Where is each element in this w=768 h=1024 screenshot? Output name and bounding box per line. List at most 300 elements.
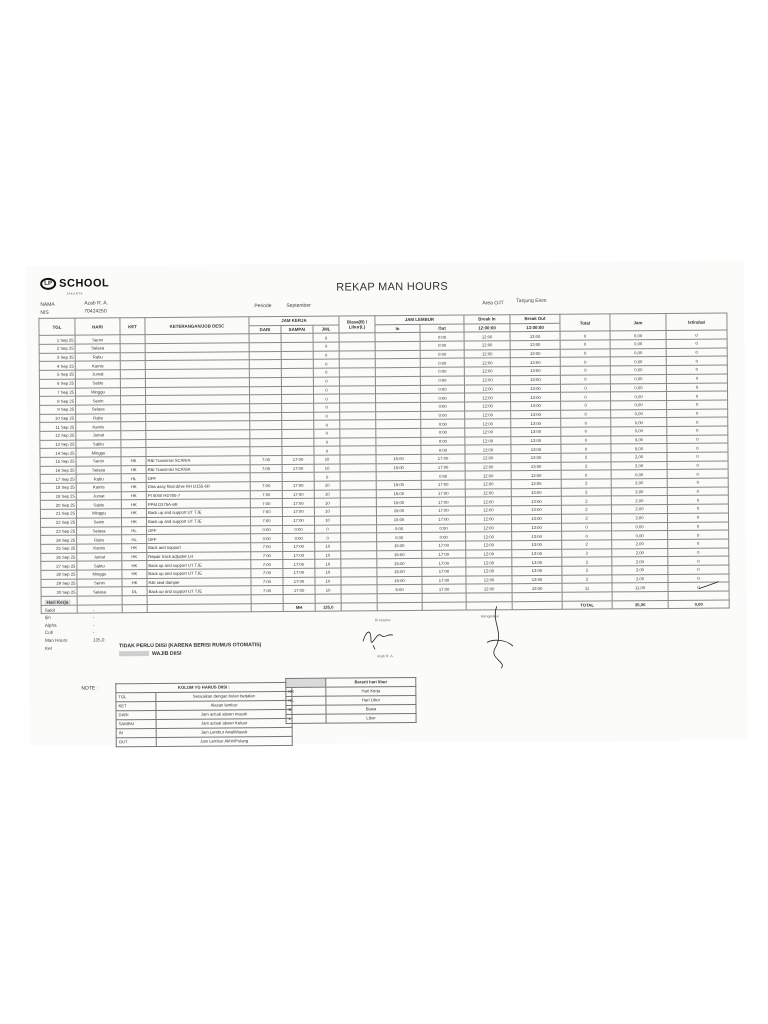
cell-bl [340, 516, 376, 525]
jam-total: 35,00 [612, 600, 668, 609]
cell-jam: 0,00 [611, 435, 667, 444]
cell-tgl: 29 Sep 25 [41, 579, 77, 588]
th-istirahat: Istirahat [666, 313, 727, 331]
cell-jml: 0 [314, 438, 340, 447]
cell-ist: 0 [667, 391, 728, 400]
cell-bin: 12:00 [465, 515, 511, 524]
cell-in: 15:00 [376, 463, 421, 472]
cell-in [376, 446, 421, 455]
status-row [286, 713, 416, 723]
cell-bout: 13:00 [512, 540, 562, 549]
cell-dari: 7:00 [250, 490, 282, 499]
cell-desc: PI 5000 HD785-7 [146, 490, 250, 500]
cell-bout: 13:00 [511, 419, 561, 428]
cell-dari [249, 360, 281, 369]
cell-bl [340, 481, 376, 490]
cell-in [376, 420, 421, 429]
cell-hari: Jumat [77, 552, 122, 561]
summary-label: Cuti [44, 630, 54, 636]
cell-out: 17:00 [422, 576, 466, 585]
scanned-sheet [26, 260, 748, 746]
cell-total: 2 [561, 453, 611, 462]
cell-out: 17:00 [422, 567, 466, 576]
cell-hari: Kamis [77, 544, 122, 553]
cell-ist: 0 [668, 574, 729, 583]
legend-row [116, 736, 292, 746]
cell-bout: 13:00 [512, 575, 562, 584]
cell-jam: 0,00 [612, 522, 668, 531]
cell-bl [341, 524, 377, 533]
cell-out: 0:00 [420, 350, 464, 359]
cell-sampai: 0:00 [283, 525, 315, 534]
cell-tgl: 3 Sep 25 [39, 353, 75, 362]
cell-hari: Jumat [75, 370, 120, 379]
cell-ket [120, 361, 145, 370]
cell-hari: Jumat [76, 431, 121, 440]
cell-bin: 12:00 [464, 376, 510, 385]
cell-hari: Kamis [76, 483, 121, 492]
cell-tgl: 5 Sep 25 [39, 370, 75, 379]
cell-total: 2 [561, 479, 611, 488]
cell-hari: Jumat [76, 492, 121, 501]
cell-dari [249, 369, 281, 378]
cell-tgl: 27 Sep 25 [41, 561, 77, 570]
cell-tgl: 15 Sep 25 [40, 457, 76, 466]
cell-hari: Senin [75, 335, 120, 344]
cell-jml: 10 [315, 577, 341, 586]
status-legend-table [285, 677, 416, 724]
cell-tgl: 9 Sep 25 [40, 405, 76, 414]
cell-bin: 12:00 [465, 471, 511, 480]
cell-dari [249, 377, 281, 386]
cell-ket [121, 396, 146, 405]
cell-sampai: 17:00 [283, 586, 315, 595]
cell-total: 0 [561, 436, 611, 445]
cell-bout: 13:00 [510, 332, 560, 341]
cell-desc: Back and support [147, 543, 251, 553]
cell-tgl: 24 Sep 25 [41, 535, 77, 544]
cell-ist: 0 [666, 374, 727, 383]
cell-bl [340, 472, 376, 481]
cell-tgl: 26 Sep 25 [41, 553, 77, 562]
cell-jml: 10 [315, 568, 341, 577]
cell-in [376, 411, 421, 420]
cell-jml: 10 [314, 490, 340, 499]
cell-jam: 0,00 [611, 470, 667, 479]
cell-jml: 10 [314, 481, 340, 490]
cell-bout: 13:00 [511, 445, 561, 454]
cell-total: 0 [560, 349, 610, 358]
cell-out: 0:00 [420, 385, 464, 394]
cell-in: 15:00 [377, 567, 422, 576]
cell-jml: 10 [314, 455, 340, 464]
cell-jml: 0 [313, 368, 339, 377]
cell-tgl: 7 Sep 25 [39, 388, 75, 397]
cell-bout: 13:00 [510, 349, 560, 358]
cell-out: 17:00 [421, 480, 465, 489]
cell-bout: 13:00 [512, 566, 562, 575]
cell-hari: Senin [76, 457, 121, 466]
cell-ket [121, 422, 146, 431]
cell-dari [250, 429, 282, 438]
cell-jam: 2,00 [612, 539, 668, 548]
legend-key: SAMPAI [116, 719, 156, 728]
cell-jml: 0 [314, 412, 340, 421]
status-value: Libur [326, 713, 416, 723]
cell-sampai [282, 403, 314, 412]
cell-total: 11 [562, 583, 612, 592]
cell-bl [341, 533, 377, 542]
cell-in [376, 437, 421, 446]
cell-dari: 0:00 [251, 525, 283, 534]
cell-ket: HK [122, 578, 147, 587]
nama-label: NAMA [40, 301, 55, 308]
cell-bl [340, 498, 376, 507]
total-label: TOTAL [562, 601, 612, 610]
cell-out: 17:00 [421, 454, 465, 463]
cell-ket [120, 335, 145, 344]
cell-bin: 12:00 [464, 341, 510, 350]
legend-key: IN [116, 728, 156, 737]
cell-dari: 7:00 [250, 516, 282, 525]
cell-hari: Selasa [77, 587, 122, 596]
th-ket: KET [120, 318, 145, 336]
cell-sampai [281, 351, 313, 360]
cell-jml: 0 [315, 533, 341, 542]
cell-hari: Minggu [75, 387, 120, 396]
cell-bin: 12:00 [464, 384, 510, 393]
cell-sampai: 17:00 [282, 481, 314, 490]
cell-total: 2 [562, 540, 612, 549]
cell-jam: 0,00 [611, 392, 667, 401]
cell-in [375, 333, 420, 342]
cell-total: 0 [560, 375, 610, 384]
cell-jam: 0,00 [611, 418, 667, 427]
cell-bin: 12:00 [465, 462, 511, 471]
cell-out: 0:00 [421, 411, 465, 420]
cell-desc: OFF [147, 534, 251, 544]
cell-ist: 0 [667, 495, 728, 504]
cell-sampai: 17:00 [282, 499, 314, 508]
cell-total: 2 [561, 488, 611, 497]
cell-bout: 13:00 [510, 366, 560, 375]
cell-jam: 2,00 [611, 479, 667, 488]
legend-value: Alasan lembur [156, 700, 292, 710]
cell-out: 17:00 [421, 506, 465, 515]
cell-hari: Minggu [77, 570, 122, 579]
cell-bl [339, 377, 375, 386]
cell-bl [341, 568, 377, 577]
cell-total: 0 [560, 357, 610, 366]
cell-sampai: 17:00 [282, 507, 314, 516]
cell-ket [120, 378, 145, 387]
th-hari: HARI [75, 318, 120, 336]
summary-value: - [92, 614, 95, 620]
cell-hari: Minggu [76, 509, 121, 518]
cell-in [376, 428, 421, 437]
cell-out: 0:00 [422, 532, 466, 541]
summary-value: - [92, 607, 95, 613]
nama-value: Azab R. A. [84, 300, 108, 307]
cell-out: 0:00 [421, 393, 465, 402]
cell-ket: HL [122, 526, 147, 535]
cell-bl [340, 463, 376, 472]
cell-bin: 12:00 [466, 541, 512, 550]
cell-bl [341, 576, 377, 585]
cell-dari [249, 351, 281, 360]
cell-hari: Senin [77, 578, 122, 587]
th-in: In [375, 324, 420, 333]
cell-desc: Diss assy final drive RH D155-6R [146, 482, 250, 492]
cell-bin: 12:00 [466, 584, 512, 593]
cell-dari [249, 343, 281, 352]
th-jam: Jam [610, 313, 666, 331]
logo-subtext: JAKARTA [66, 291, 83, 296]
nis-value: 70424250 [84, 308, 107, 315]
cell-in: 15:00 [376, 489, 421, 498]
cell-sampai: 17:00 [283, 568, 315, 577]
cell-tgl: 13 Sep 25 [40, 440, 76, 449]
cell-jml: 10 [314, 507, 340, 516]
cell-bin: 12:00 [465, 410, 511, 419]
cell-out: 0:00 [421, 445, 465, 454]
cell-hari: Sabtu [77, 561, 122, 570]
summary-value: - [92, 622, 95, 628]
cell-bout: 13:00 [511, 479, 561, 488]
cell-tgl: 18 Sep 25 [40, 483, 76, 492]
cell-dari: 7:00 [251, 586, 283, 595]
summary-value: 135,0 [92, 637, 105, 643]
cell-jml: 0 [313, 333, 339, 342]
cell-bl [340, 490, 376, 499]
cell-sampai: 0:00 [283, 533, 315, 542]
cell-bin: 12:00 [465, 402, 511, 411]
cell-desc: Back up and support UT TJE [147, 586, 251, 596]
cell-tgl: 4 Sep 25 [39, 362, 75, 371]
logo-mark-icon: LP [40, 278, 56, 290]
istirahat-total: 0,00 [668, 600, 729, 609]
cell-bout: 13:00 [512, 558, 562, 567]
logo-text: SCHOOL [59, 277, 110, 290]
cell-total: 0 [561, 427, 611, 436]
cell-total: 2 [561, 505, 611, 514]
cell-out: 0:00 [421, 428, 465, 437]
cell-bl [341, 585, 377, 594]
cell-out: 17:00 [422, 541, 466, 550]
mh-value: 135,0 [315, 603, 341, 612]
cell-sampai: 17:00 [283, 559, 315, 568]
th-out: Out [420, 324, 464, 333]
cell-ist: 0 [668, 582, 729, 591]
signature-right-icon [477, 602, 522, 672]
cell-ist: 0 [667, 417, 728, 426]
cell-in: 15:00 [377, 550, 422, 559]
cell-jam: 2,00 [611, 505, 667, 514]
th-biasa-libur: Biasa(B) / Libur(L) [339, 316, 375, 334]
cell-bl [339, 385, 375, 394]
cell-bin: 12:00 [465, 428, 511, 437]
legend-value: Sesuaikan dengan bulan berjalan [156, 691, 292, 701]
cell-dari: 7:00 [251, 577, 283, 586]
cell-bout: 13:00 [511, 392, 561, 401]
cell-sampai [281, 360, 313, 369]
cell-dari [250, 473, 282, 482]
cell-in: 15:00 [376, 515, 421, 524]
signature-left-name: Azab R. A. [377, 654, 394, 659]
cell-bout: 13:00 [511, 410, 561, 419]
cell-jml: 0 [313, 342, 339, 351]
cell-sampai [282, 420, 314, 429]
cell-tgl: 6 Sep 25 [39, 379, 75, 388]
cell-jam: 0,00 [610, 348, 666, 357]
cell-out: 0:00 [420, 376, 464, 385]
cell-desc: R&I Transmisi SCANIA [146, 464, 250, 474]
cell-jml: 0 [314, 446, 340, 455]
cell-desc: OFF [146, 473, 250, 483]
th-jam-kerja: JAM KERJA [249, 316, 339, 325]
cell-bout: 13:00 [510, 384, 560, 393]
cell-dari: 7:00 [251, 560, 283, 569]
cell-sampai: 17:00 [283, 551, 315, 560]
cell-dari [249, 386, 281, 395]
cell-jml: 0 [314, 472, 340, 481]
cell-jam: 2,00 [611, 461, 667, 470]
cell-bin: 12:00 [465, 480, 511, 489]
cell-ist: 0 [666, 330, 727, 339]
cell-dari: 7:00 [250, 499, 282, 508]
cell-jam: 2,00 [611, 452, 667, 461]
th-sampai: SAMPAI [281, 325, 313, 334]
cell-total: 2 [561, 514, 611, 523]
cell-total: 2 [562, 575, 612, 584]
cell-bl [339, 342, 375, 351]
cell-bl [340, 507, 376, 516]
cell-total: 2 [562, 566, 612, 575]
cell-hari: Selasa [76, 405, 121, 414]
summary-title: Hari Kerja [46, 599, 69, 605]
cell-total: 0 [562, 531, 612, 540]
cell-in [375, 376, 420, 385]
cell-ket: HK [121, 483, 146, 492]
periode-label: Periode [254, 303, 272, 310]
cell-total: 0 [561, 418, 611, 427]
cell-out: 0:00 [421, 419, 465, 428]
cell-sampai [282, 429, 314, 438]
cell-bl [340, 394, 376, 403]
cell-dari: 7:00 [251, 568, 283, 577]
cell-jam: 0,00 [611, 409, 667, 418]
cell-bout: 13:00 [512, 523, 562, 532]
cell-bl [340, 403, 376, 412]
cell-jml: 10 [315, 585, 341, 594]
cell-bin: 12:00 [466, 549, 512, 558]
cell-bout: 13:00 [512, 584, 562, 593]
note-label: NOTE : [81, 685, 99, 692]
cell-jam: 11,00 [612, 583, 668, 592]
cell-jam: 2,00 [612, 557, 668, 566]
cell-jml: 10 [315, 559, 341, 568]
cell-total: 0 [561, 409, 611, 418]
school-logo [40, 277, 109, 290]
cell-total: 0 [560, 340, 610, 349]
cell-total: 0 [562, 522, 612, 531]
cell-ket: HK [121, 517, 146, 526]
cell-sampai [282, 447, 314, 456]
cell-ket: HK [122, 552, 147, 561]
cell-bout: 13:00 [512, 549, 562, 558]
cell-jml: 0 [314, 420, 340, 429]
cell-sampai: 17:00 [283, 577, 315, 586]
cell-ket [121, 448, 146, 457]
cell-ist: 0 [666, 382, 727, 391]
cell-in: 15:00 [376, 454, 421, 463]
cell-total: 0 [561, 470, 611, 479]
cell-sampai: 17:00 [282, 464, 314, 473]
cell-hari: Selasa [76, 465, 121, 474]
cell-in: 6:00 [377, 585, 422, 594]
cell-tgl: 21 Sep 25 [40, 509, 76, 518]
status-value: Biasa [326, 704, 416, 714]
cell-jml: 0 [313, 377, 339, 386]
status-key: L [286, 714, 326, 723]
cell-jml: 10 [314, 516, 340, 525]
cell-dari: 0:00 [251, 534, 283, 543]
cell-hari: Senin [76, 396, 121, 405]
cell-dari: 7:00 [250, 455, 282, 464]
cell-in [375, 385, 420, 394]
cell-in [376, 472, 421, 481]
cell-jam: 0,00 [610, 374, 666, 383]
cell-jam: 2,00 [612, 574, 668, 583]
cell-bl [340, 437, 376, 446]
summary-label: Man Hours [44, 637, 68, 643]
cell-dari [250, 403, 282, 412]
cell-out: 17:00 [422, 584, 466, 593]
cell-bin: 12:00 [464, 349, 510, 358]
cell-ket: HL [122, 535, 147, 544]
cell-ket: HK [121, 500, 146, 509]
cell-tgl: 16 Sep 25 [40, 466, 76, 475]
cell-jam: 0,00 [611, 426, 667, 435]
cell-tgl: 11 Sep 25 [40, 422, 76, 431]
cell-in [376, 394, 421, 403]
cell-jml: 10 [314, 498, 340, 507]
cell-bin: 12:00 [466, 532, 512, 541]
cell-bl [340, 455, 376, 464]
cell-ket: HL [121, 474, 146, 483]
cell-desc: Repair track adjuster LH [147, 551, 251, 561]
cell-ist: 0 [667, 469, 728, 478]
periode-value: September [286, 302, 311, 309]
cell-out: 0:00 [420, 358, 464, 367]
cell-in: 15:00 [377, 559, 422, 568]
cell-ket [121, 413, 146, 422]
cell-bin: 12:00 [465, 497, 511, 506]
cell-tgl: 1 Sep 25 [39, 335, 75, 344]
th-total: Total [560, 314, 610, 332]
cell-dari: 7:00 [250, 464, 282, 473]
cell-out: 0:00 [420, 341, 464, 350]
cell-bin: 12:00 [465, 393, 511, 402]
cell-bin: 12:00 [465, 419, 511, 428]
th-break-out-time: 13:00:00 [510, 323, 560, 332]
cell-bin: 12:00 [464, 367, 510, 376]
cell-bin: 12:00 [464, 332, 510, 341]
status-value: Hari Kerja [326, 686, 416, 696]
cell-bl [340, 420, 376, 429]
cell-jam: 2,00 [612, 548, 668, 557]
notice-block [119, 641, 261, 658]
